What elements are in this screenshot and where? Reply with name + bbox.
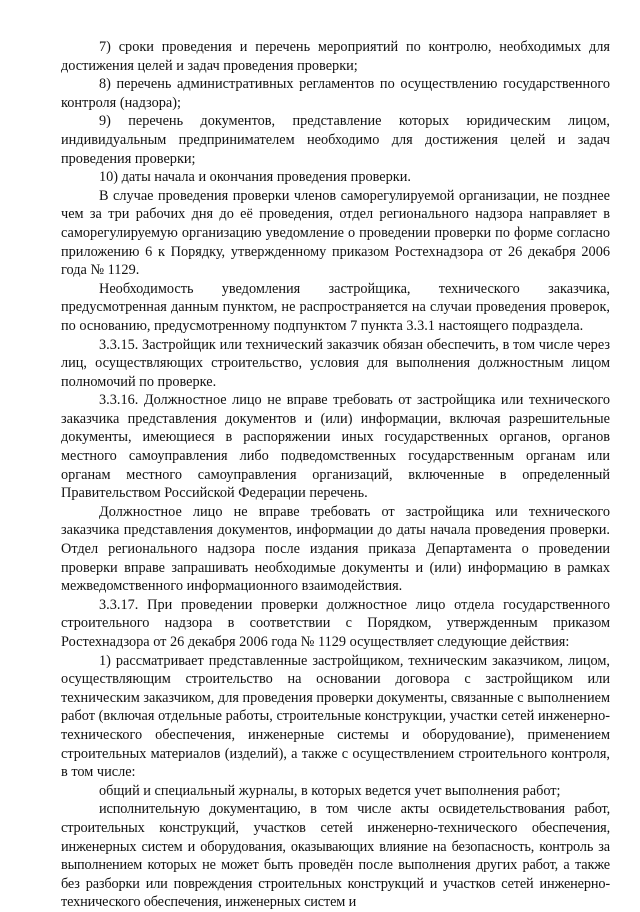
paragraph-item-7: 7) сроки проведения и перечень мероприятий по контролю, необходимых для достижения целей и задач проведения проверки;: [61, 39, 610, 74]
paragraph-3-3-15: 3.3.15. Застройщик или технический заказчик обязан обеспечить, в том числе через лиц, осуществляющих строительство, условия для выполнения должностным лицом полномочий по проверке.: [61, 336, 610, 390]
paragraph-executive-docs: исполнительную документацию, в том числе акты освидетельствования работ, строительных конструкций, участков сетей инженерно-технического обеспечения, инженерных систем и оборудования, оказывающих влияние на безопасность, контроль за выполнением которых не может быть проведён после выполнения других работ, а также без разборки или повреждения строительных конструкций и участков сетей инженерно-технического обеспечения, инженерных систем и: [61, 801, 610, 911]
paragraph-official-restriction: Должностное лицо не вправе требовать от застройщика или технического заказчика представления документов, информации до даты начала проведения проверки. Отдел регионального надзора после издания приказа Департамента о проведении проверки вправе запрашивать необходимые документы и (или) информацию в рамках межведомственного информационного взаимодействия.: [61, 503, 610, 595]
paragraph-item-9: 9) перечень документов, представление которых юридическим лицом, индивидуальным предпринимателем необходимо для достижения целей и задач проведения проверки;: [61, 113, 610, 167]
paragraph-notice-exception: Необходимость уведомления застройщика, технического заказчика, предусмотренная данным пунктом, не распространяется на случаи проведения проверок, по основанию, предусмотренному подпунктом 7 пункта 3.3.1 настоящего подраздела.: [61, 280, 610, 334]
paragraph-3-3-16: 3.3.16. Должностное лицо не вправе требовать от застройщика или технического заказчика представления документов и (или) информации, включая разрешительные документы, имеющиеся в распоряжении иных государственных органов, органов местного самоуправления либо подведомственных государственным органам или органам местного самоуправления организаций, включенные в определенный Правительством Российской Федерации перечень.: [61, 392, 610, 502]
paragraph-item-8: 8) перечень административных регламентов по осуществлению государственного контроля (надзора);: [61, 76, 610, 111]
paragraph-item-10: 10) даты начала и окончания проведения проверки.: [99, 169, 411, 186]
paragraph-sro-notice: В случае проведения проверки членов саморегулируемой организации, не позднее чем за три рабочих дня до её проведения, отдел регионального надзора направляет в саморегулируемую организацию уведомление о проведении проверки по форме согласно приложению 6 к Порядку, утвержденному приказом Ростехнадзора от 26 декабря 2006 года № 1129.: [61, 187, 610, 279]
paragraph-journals: общий и специальный журналы, в которых ведется учет выполнения работ;: [99, 782, 561, 799]
paragraph-3-3-17: 3.3.17. При проведении проверки должностное лицо отдела государственного строительного надзора в соответствии с Порядком, утвержденным приказом Ростехнадзора от 26 декабря 2006 года № 1129 осуществляет следующие действия:: [61, 596, 610, 650]
paragraph-action-1: 1) рассматривает представленные застройщиком, техническим заказчиком, лицом, осуществляющим строительство на основании договора с застройщиком или техническим заказчиком, для проведения проверки документы, связанные с выполнением работ (включая отдельные работы, строительные конструкции, участки сетей инженерно-технического обеспечения, инженерные системы и оборудование), применением строительных материалов (изделий), а также с осуществлением строительного контроля, в том числе:: [61, 652, 610, 781]
